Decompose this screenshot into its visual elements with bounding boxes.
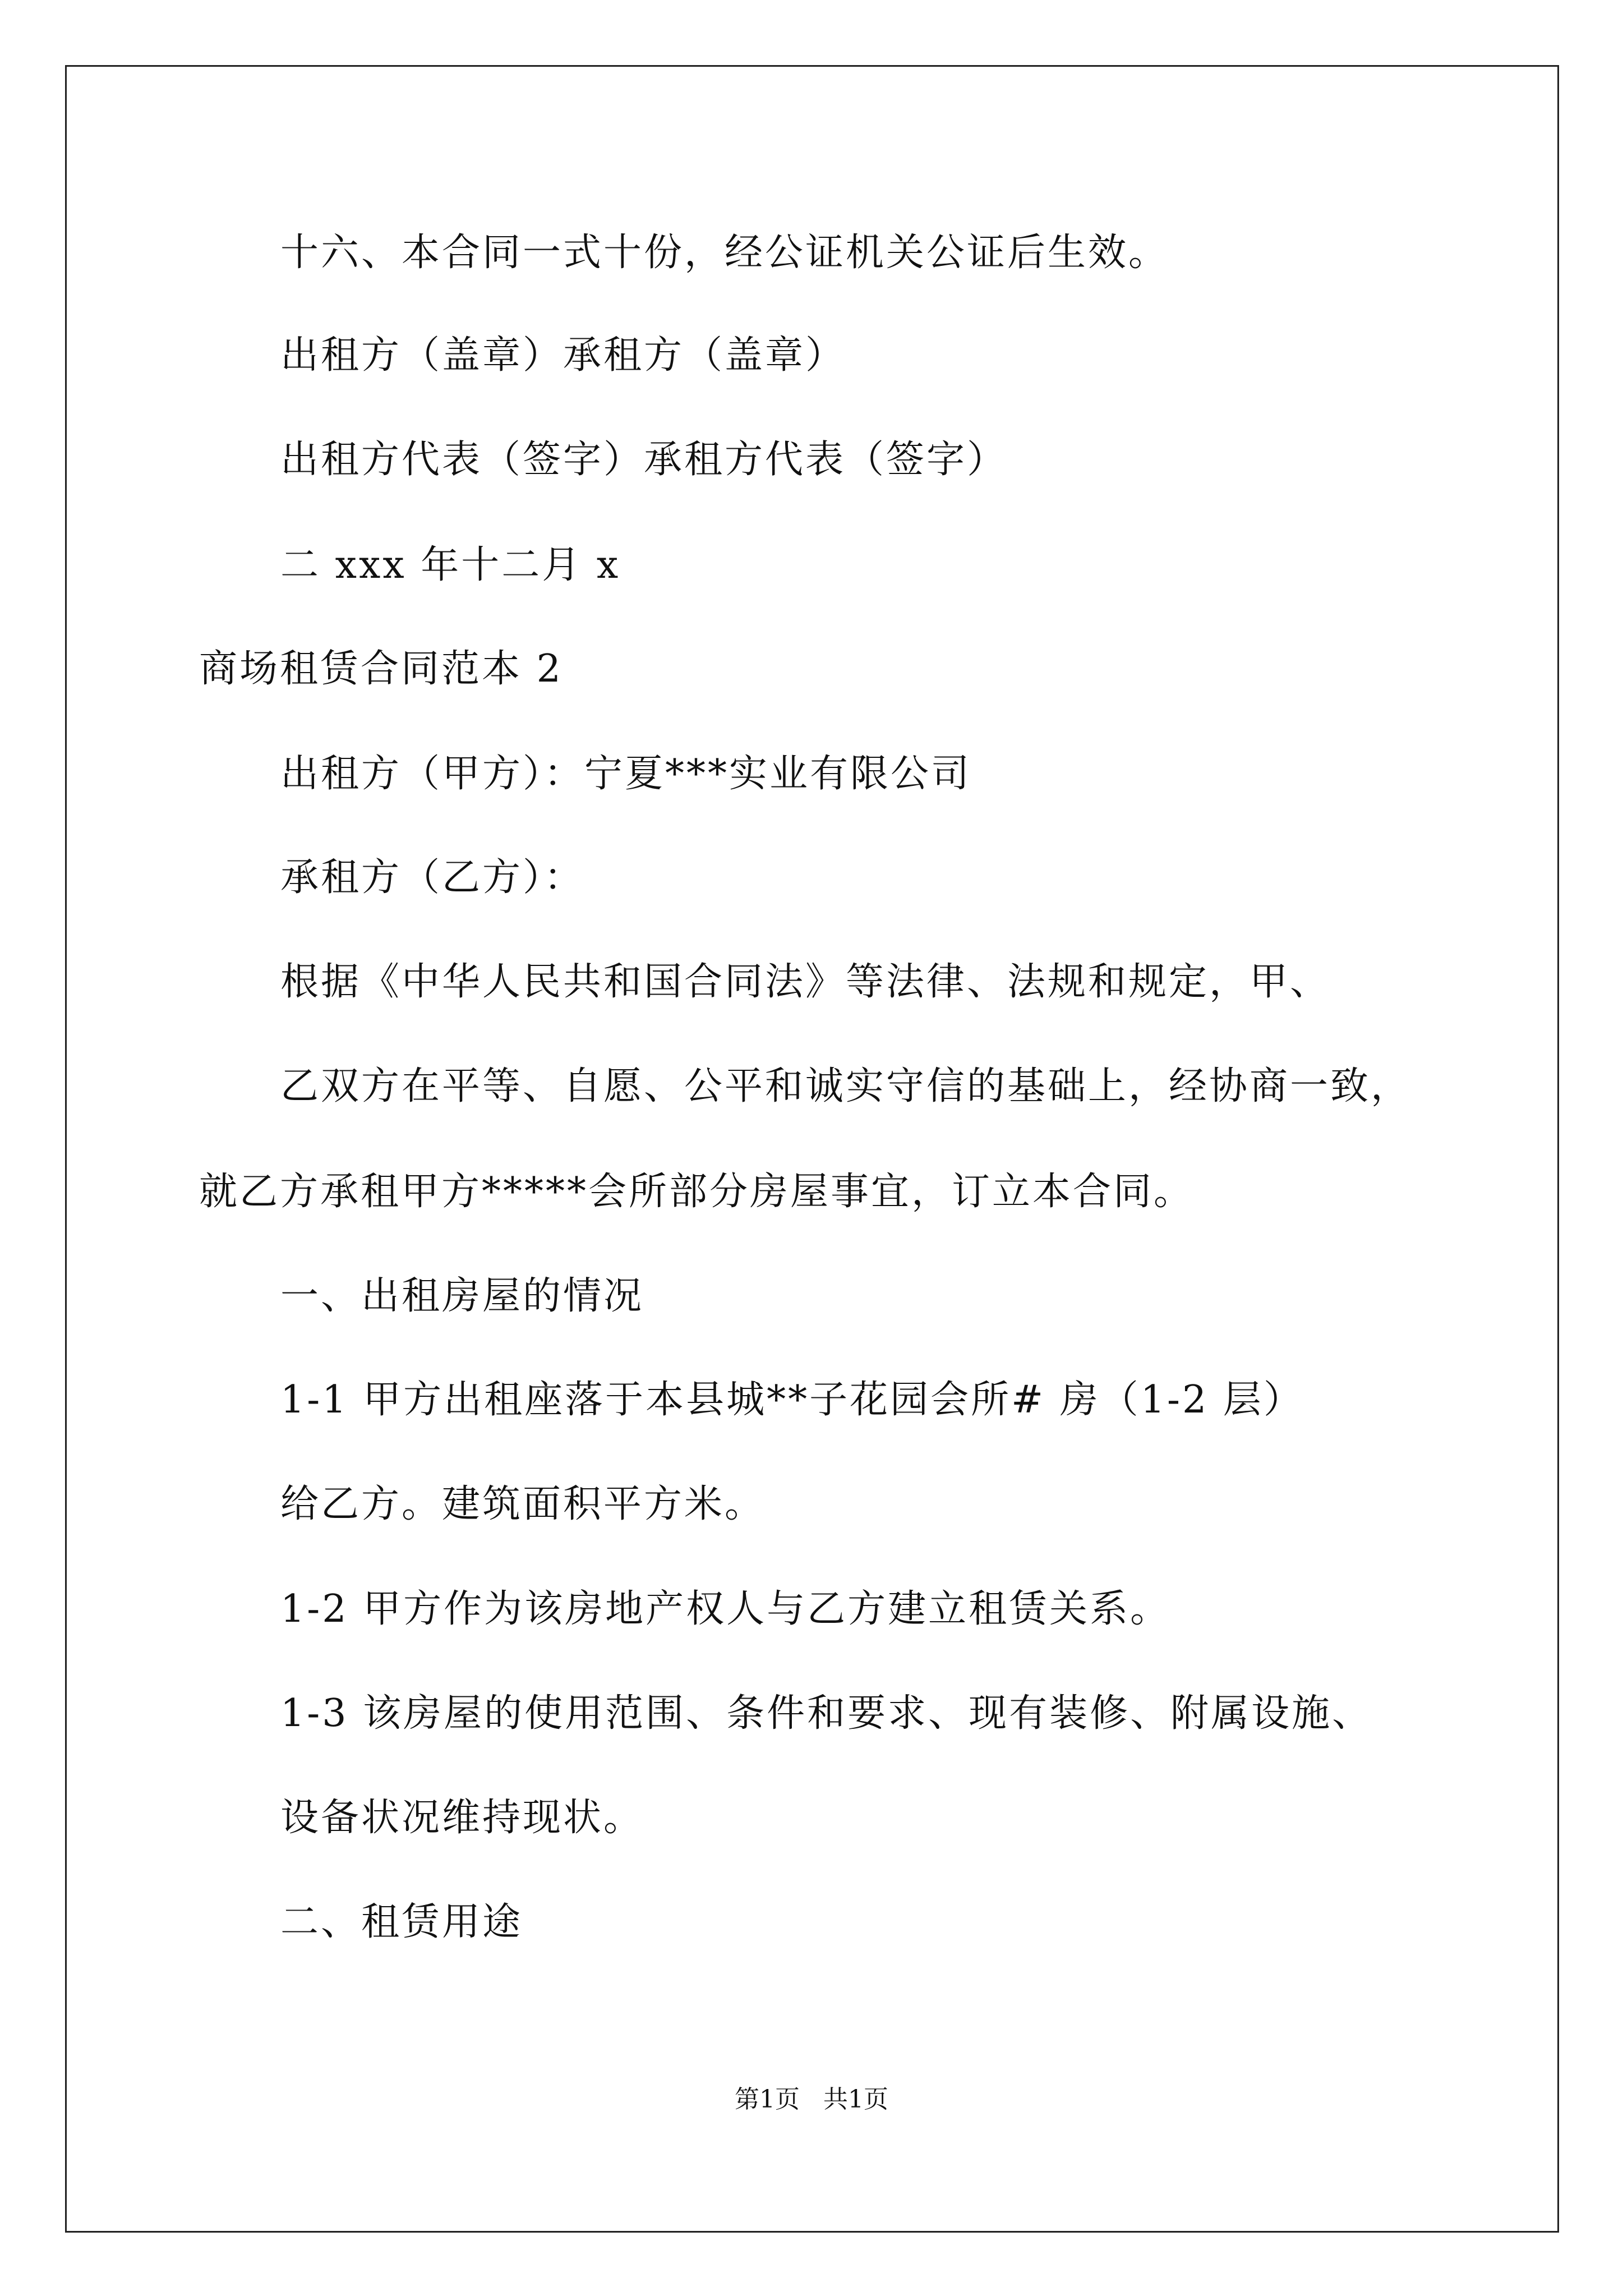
signature-line: 出租方代表（签字）承租方代表（签字） xyxy=(280,438,1008,482)
preamble-line-2: 乙双方在平等、自愿、公平和诚实守信的基础上，经协商一致， xyxy=(280,1064,1412,1108)
preamble-line-3: 就乙方承租甲方*****会所部分房屋事宜，订立本合同。 xyxy=(199,1170,1195,1214)
contract-title: 商场租赁合同范本 2 xyxy=(199,647,563,691)
page-number-footer: 第1页 共1页 xyxy=(735,2085,888,2114)
preamble-line-1: 根据《中华人民共和国合同法》等法律、法规和规定，甲、 xyxy=(280,960,1331,1004)
section-2-heading: 二、租赁用途 xyxy=(280,1900,523,1944)
seal-line: 出租方（盖章）承租方（盖章） xyxy=(280,333,846,378)
clause-1-2: 1-2 甲方作为该房地产权人与乙方建立租赁关系。 xyxy=(280,1587,1171,1631)
section-1-heading: 一、出租房屋的情况 xyxy=(280,1274,644,1318)
clause-1-1-continued: 给乙方。建筑面积平方米。 xyxy=(280,1482,766,1526)
lessee-line: 承租方（乙方）： xyxy=(280,855,585,900)
date-line: 二 xxx 年十二月 x xyxy=(280,543,621,587)
clause-1-3-continued: 设备状况维持现状。 xyxy=(280,1796,644,1840)
contract-clause-16: 十六、本合同一式十份，经公证机关公证后生效。 xyxy=(280,231,1169,275)
lessor-line: 出租方（甲方）：宁夏***实业有限公司 xyxy=(280,752,972,796)
clause-1-1: 1-1 甲方出租座落于本县城**子花园会所# 房（1-2 层） xyxy=(280,1378,1304,1422)
clause-1-3: 1-3 该房屋的使用范围、条件和要求、现有装修、附属设施、 xyxy=(280,1691,1373,1736)
